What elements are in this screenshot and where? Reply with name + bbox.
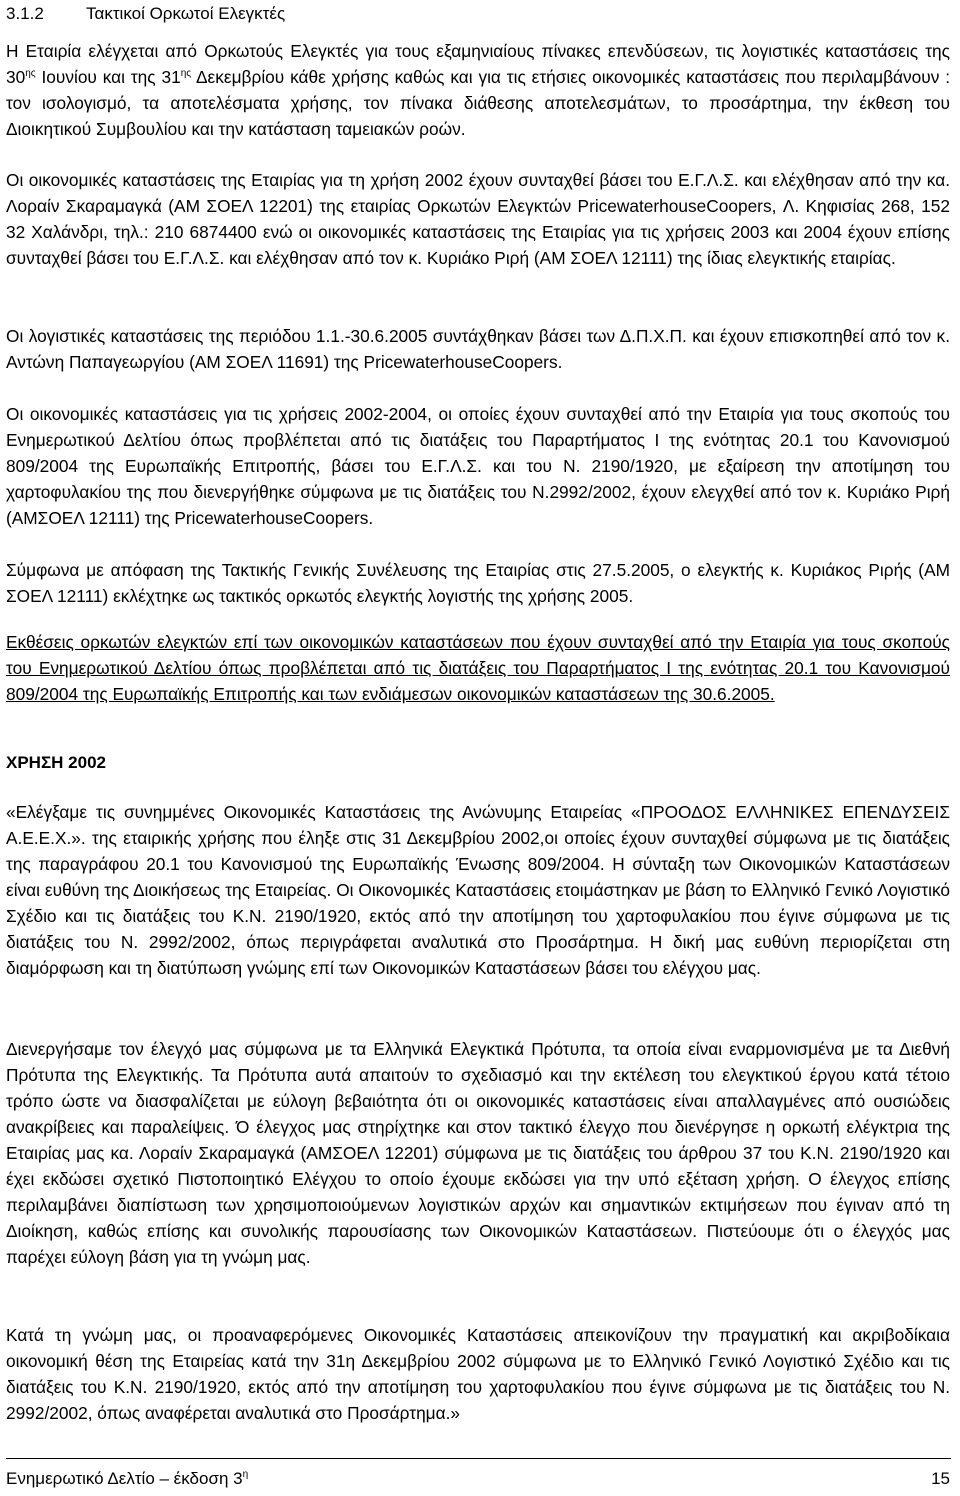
footer-document-title — [6, 1468, 248, 1490]
page-number: 15 — [931, 1469, 950, 1488]
paragraph-interim-review: Οι λογιστικές καταστάσεις της περιόδου 1.1.-30.6.2005 συντάχθηκαν βάσει των Δ.Π.Χ.Π. και έχουν επισκοπηθεί από τον κ. Αντώνη Παπαγεωργίου (ΑΜ ΣΟΕΛ 11691) της PricewaterhouseCoopers. — [6, 326, 950, 372]
paragraph-audit-scope — [6, 38, 950, 142]
section-title: Τακτικοί Ορκωτοί Ελεγκτές — [86, 4, 286, 23]
paragraph-text: Η Εταιρία ελέγχεται από Ορκωτούς Ελεγκτές για τους εξαμηνιαίους πίνακες επενδύσεων, τις λογιστικές καταστάσεις της 30 — [6, 41, 950, 87]
paragraph-2002-audit: Οι οικονομικές καταστάσεις της Εταιρίας για τη χρήση 2002 έχουν συνταχθεί βάσει του Ε.Γ.Λ.Σ. και ελέχθησαν από την κα. Λοραίν Σκαραμαγκά (ΑΜ ΣΟΕΛ 12201) της εταιρίας Ορκωτών Ελεγκτών PricewaterhouseCoopers, Λ. Κηφισίας 268, 152 32 Χαλάνδρι, τηλ.: 210 6874400 ενώ οι οικονομικές καταστάσεις της Εταιρίας για τις χρήσεις 2003 και 2004 έχουν επίσης συνταχθεί βάσει του Ε.Γ.Λ.Σ. και ελέχθησαν από τον κ. Κυριάκο Ριρή (ΑΜ ΣΟΕΛ 12111) της ίδιας ελεγκτικής εταιρίας. — [6, 170, 950, 268]
superscript: ης — [25, 68, 36, 79]
footer-divider — [6, 1458, 951, 1459]
section-number: 3.1.2 — [6, 4, 44, 23]
footer-superscript: η — [242, 1469, 249, 1480]
paragraph-opinion: Κατά τη γνώμη μας, οι προαναφερόμενες Οικονομικές Καταστάσεις απεικονίζουν την πραγματική και ακριβοδίκαια οικονομική θέση της Εταιρείας κατά την 31η Δεκεμβρίου 2002 σύμφωνα με το Ελληνικό Γενικό Λογιστικό Σχέδιο και τις διατάξεις του Κ.Ν. 2190/1920, εκτός από την αποτίμηση του χαρτοφυλακίου που έγινε σύμφωνα με τις διατάξεις του Ν. 2992/2002, όπως αναφέρεται αναλυτικά στο Προσάρτημα.» — [6, 1325, 950, 1423]
paragraph-text: Δεκεμβρίου κάθε χρήσης καθώς και για τις ετήσιες οικονομικές καταστάσεις που περιλαμβάνουν : τον ισολογισμό, τα αποτελέσματα χρήσης, τον πίνακα διάθεσης αποτελεσμάτων, το προσάρτημα, την έκθεση του Διοικητικού Συμβουλίου και την κατάσταση ταμειακών ροών. — [6, 67, 950, 139]
section-heading — [6, 3, 285, 25]
paragraph-text: Ιουνίου και της 31 — [35, 67, 181, 87]
paragraph-audit-procedures: Διενεργήσαμε τον έλεγχό μας σύμφωνα με τα Ελληνικά Ελεγκτικά Πρότυπα, τα οποία είναι εναρμονισμένα με τα Διεθνή Πρότυπα της Ελεγκτικής. Τα Πρότυπα αυτά απαιτούν το σχεδιασμό και την εκτέλεση του ελεγκτικού έργου κατά τέτοιο τρόπο ώστε να διασφαλίζεται με εύλογη βεβαιότητα ότι οι οικονομικές καταστάσεις είναι απαλλαγμένες από ουσιώδεις ανακρίβειες και παραλείψεις. Ό έλεγχος μας στηρίχτηκε και στον τακτικό έλεγχο που διενέργησε η ορκωτή ελέγκτρια της Εταιρίας μας κα. Λοραίν Σκαραμαγκά (ΑΜΣΟΕΛ 12201) σύμφωνα με τις διατάξεις του άρθρου 37 του Κ.Ν. 2190/1920 και έχει εκδώσει σχετικό Πιστοποιητικό Ελέγχου το οποίο έχουμε εκδώσει για την υπό εξέταση χρήση. Ο έλεγχος επίσης περιλαμβάνει διαπίστωση των χρησιμοποιούμενων λογιστικών αρχών και σημαντικών εκτιμήσεων που έγιναν από τη Διοίκηση, καθώς επίσης και συνολικής παρουσίασης των Οικονομικών Καταστάσεων. Πιστεύουμε ότι ο έλεγχός μας παρέχει εύλογη βάση για τη γνώμη μας. — [6, 1039, 950, 1267]
paragraph-opinion-intro: «Ελέγξαμε τις συνημμένες Οικονομικές Καταστάσεις της Ανώνυμης Εταιρείας «ΠΡΟΟΔΟΣ ΕΛΛΗΝΙΚΕΣ ΕΠΕΝΔΥΣΕΙΣ Α.Ε.Ε.Χ.». της εταιρικής χρήσης που έληξε στις 31 Δεκεμβρίου 2002,οι οποίες έχουν συνταχθεί σύμφωνα με τις διατάξεις της παραγράφου 20.1 του Κανονισμού της Ευρωπαϊκής Ένωσης 809/2004. Η σύνταξη των Οικονομικών Καταστάσεων είναι ευθύνη της Διοικήσεως της Εταιρείας. Οι Οικονομικές Καταστάσεις ετοιμάστηκαν με βάση το Ελληνικό Γενικό Λογιστικό Σχέδιο και τις διατάξεις του Κ.Ν. 2190/1920, εκτός από την αποτίμηση του χαρτοφυλακίου που έγινε σύμφωνα με τις διατάξεις του Ν. 2992/2002, όπως περιγράφεται αναλυτικά στο Προσάρτημα. Η δική μας ευθύνη περιορίζεται στη διαμόρφωση και τη διατύπωση γνώμης επί των Οικονομικών Καταστάσεων βάσει του ελέγχου μας. — [6, 802, 950, 978]
year-2002-heading: ΧΡΗΣΗ 2002 — [6, 753, 106, 772]
paragraph-2002-2004-statements: Οι οικονομικές καταστάσεις για τις χρήσεις 2002-2004, οι οποίες έχουν συνταχθεί από την Εταιρία για τους σκοπούς του Ενημερωτικού Δελτίου όπως προβλέπεται από τις διατάξεις του Παραρτήματος Ι της ενότητας 20.1 του Κανονισμού 809/2004 της Ευρωπαϊκής Επιτροπής, βάσει του Ε.Γ.Λ.Σ. και του Ν. 2190/1920, με εξαίρεση την αποτίμηση του χαρτοφυλακίου της που διενεργήθηκε σύμφωνα με τις διατάξεις του Ν.2992/2002, έχουν ελεγχθεί από τον κ. Κυριάκο Ριρή (ΑΜΣΟΕΛ 12111) της PricewaterhouseCoopers. — [6, 404, 950, 528]
superscript: ης — [180, 68, 192, 79]
footer-title-text: Ενημερωτικό Δελτίο – έκδοση 3 — [6, 1469, 243, 1488]
paragraph-reports-heading: Εκθέσεις ορκωτών ελεγκτών επί των οικονομικών καταστάσεων που έχουν συνταχθεί από την Εταιρία για τους σκοπούς του Ενημερωτικού Δελτίου όπως προβλέπεται από τις διατάξεις του Παραρτήματος Ι της ενότητας 20.1 του Κανονισμού 809/2004 της Ευρωπαϊκής Επιτροπής και των ενδιάμεσων οικονομικών καταστάσεων της 30.6.2005. — [6, 632, 950, 704]
paragraph-auditor-election: Σύμφωνα με απόφαση της Τακτικής Γενικής Συνέλευσης της Εταιρίας στις 27.5.2005, ο ελεγκτής κ. Κυριάκος Ριρής (ΑΜ ΣΟΕΛ 12111) εκλέχτηκε ως τακτικός ορκωτός ελεγκτής λογιστής της χρήσης 2005. — [6, 560, 950, 606]
